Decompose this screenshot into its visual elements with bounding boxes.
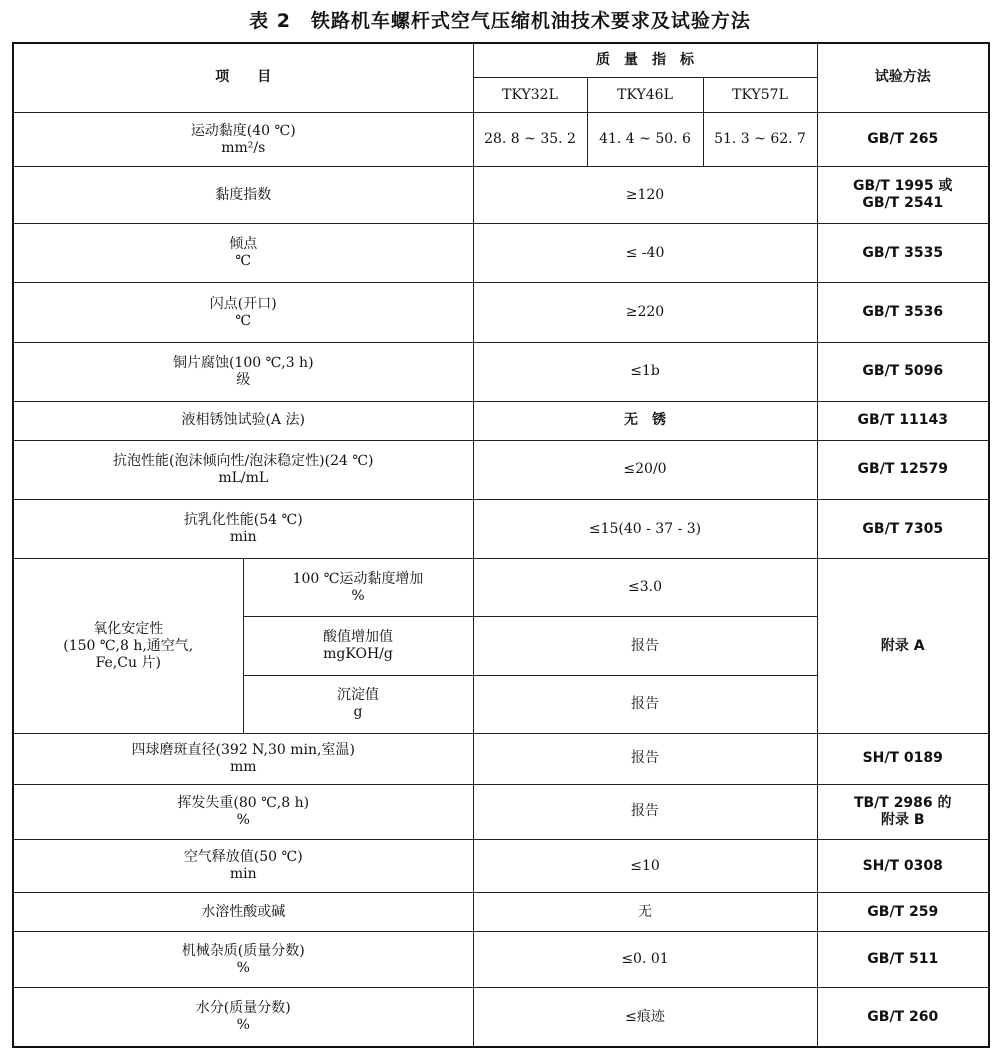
pour-cell <box>13 224 473 283</box>
vi-method-line2: GB/T 2541 <box>862 195 944 212</box>
header-item: 项 目 <box>13 43 473 112</box>
copper-name: 铜片腐蚀(100 ℃,3 h) <box>172 354 314 371</box>
table-row <box>13 784 989 839</box>
fourball-name: 四球磨斑直径(392 N,30 min,室温) <box>131 741 355 758</box>
impurity-cell <box>13 931 473 987</box>
header-method: 试验方法 <box>817 43 989 112</box>
foam-method: GB/T 12579 <box>817 440 989 499</box>
pour-value: ≤ -40 <box>473 224 817 283</box>
copper-value: ≤1b <box>473 342 817 401</box>
evap-cell <box>13 784 473 839</box>
foam-cell <box>13 440 473 499</box>
copper-method: GB/T 5096 <box>817 342 989 401</box>
oxidation-sub-unit: % <box>351 587 365 604</box>
fourball-method: SH/T 0189 <box>817 733 989 784</box>
oxidation-sub-name: 沉淀值 <box>337 687 379 704</box>
oxidation-sub-cell <box>243 559 473 617</box>
demul-cell <box>13 499 473 558</box>
acid-name: 水溶性酸或碱 <box>13 893 473 932</box>
table-row <box>13 840 989 893</box>
foam-value: ≤20/0 <box>473 440 817 499</box>
evap-value: 报告 <box>473 784 817 839</box>
spec-table <box>12 42 990 1048</box>
vi-method <box>817 167 989 224</box>
table-row <box>13 401 989 440</box>
air-name: 空气释放值(50 ℃) <box>183 849 303 866</box>
demul-value: ≤15(40 - 37 - 3) <box>473 499 817 558</box>
viscosity-tky46l: 41. 4 ~ 50. 6 <box>587 112 703 166</box>
acid-method: GB/T 259 <box>817 893 989 932</box>
acid-value: 无 <box>473 893 817 932</box>
viscosity-name: 运动黏度(40 ℃) <box>190 122 296 139</box>
fourball-unit: mm <box>229 758 257 775</box>
pour-method: GB/T 3535 <box>817 224 989 283</box>
flash-value: ≥220 <box>473 283 817 342</box>
oxidation-sub-unit: g <box>353 704 363 721</box>
flash-unit: ℃ <box>235 312 252 329</box>
viscosity-unit: mm²/s <box>221 139 266 156</box>
grade-tky46l: TKY46L <box>587 78 703 113</box>
header-quality: 质 量 指 标 <box>473 43 817 78</box>
table-row <box>13 499 989 558</box>
fourball-value: 报告 <box>473 733 817 784</box>
oxidation-method: 附录 A <box>817 559 989 734</box>
air-value: ≤10 <box>473 840 817 893</box>
evap-method <box>817 784 989 839</box>
evap-method-line1: TB/T 2986 的 <box>853 794 952 811</box>
vi-name: 黏度指数 <box>13 167 473 224</box>
table-row <box>13 112 989 166</box>
impurity-unit: % <box>236 959 250 976</box>
viscosity-tky32l: 28. 8 ~ 35. 2 <box>473 112 587 166</box>
demul-method: GB/T 7305 <box>817 499 989 558</box>
pour-name: 倾点 <box>229 236 258 253</box>
oxidation-name-line1: 氧化安定性 <box>93 620 164 637</box>
impurity-value: ≤0. 01 <box>473 931 817 987</box>
oxidation-sub-unit: mgKOH/g <box>323 646 393 663</box>
flash-cell <box>13 283 473 342</box>
water-value: ≤痕迹 <box>473 988 817 1047</box>
foam-unit: mL/mL <box>218 469 269 486</box>
oxidation-name-line2: (150 ℃,8 h,通空气, <box>63 637 194 654</box>
evap-name: 挥发失重(80 ℃,8 h) <box>177 794 310 811</box>
table-row <box>13 988 989 1047</box>
table-row <box>13 167 989 224</box>
header-row <box>13 43 989 78</box>
vi-method-line1: GB/T 1995 或 <box>852 178 953 195</box>
viscosity-method: GB/T 265 <box>817 112 989 166</box>
impurity-name: 机械杂质(质量分数) <box>181 942 305 959</box>
fourball-cell <box>13 733 473 784</box>
oxidation-sub-value: 报告 <box>473 617 817 675</box>
foam-name: 抗泡性能(泡沫倾向性/泡沫稳定性)(24 ℃) <box>113 452 374 469</box>
evap-unit: % <box>236 811 250 828</box>
pour-unit: ℃ <box>235 253 252 270</box>
water-name: 水分(质量分数) <box>195 1000 291 1017</box>
flash-method: GB/T 3536 <box>817 283 989 342</box>
rust-name: 液相锈蚀试验(A 法) <box>13 401 473 440</box>
impurity-method: GB/T 511 <box>817 931 989 987</box>
oxidation-sub-cell <box>243 617 473 675</box>
demul-unit: min <box>229 529 257 546</box>
viscosity-tky57l: 51. 3 ~ 62. 7 <box>703 112 817 166</box>
row-name <box>13 112 473 166</box>
flash-name: 闪点(开口) <box>209 295 277 312</box>
oxidation-sub-value: 报告 <box>473 675 817 733</box>
demul-name: 抗乳化性能(54 ℃) <box>183 512 303 529</box>
vi-value: ≥120 <box>473 167 817 224</box>
evap-method-line2: 附录 B <box>880 811 925 828</box>
water-unit: % <box>236 1017 250 1034</box>
water-cell <box>13 988 473 1047</box>
table-row <box>13 931 989 987</box>
oxidation-cell <box>13 559 243 734</box>
table-row <box>13 224 989 283</box>
oxidation-sub-value: ≤3.0 <box>473 559 817 617</box>
table-row <box>13 283 989 342</box>
oxidation-sub-cell <box>243 675 473 733</box>
grade-tky57l: TKY57L <box>703 78 817 113</box>
rust-value: 无 锈 <box>473 401 817 440</box>
table-row <box>13 733 989 784</box>
oxidation-name-line3: Fe,Cu 片) <box>95 654 161 671</box>
air-method: SH/T 0308 <box>817 840 989 893</box>
table-row <box>13 559 989 617</box>
table-title: 表 2 铁路机车螺杆式空气压缩机油技术要求及试验方法 <box>249 10 751 32</box>
copper-cell <box>13 342 473 401</box>
grade-tky32l: TKY32L <box>473 78 587 113</box>
table-row <box>13 893 989 932</box>
rust-method: GB/T 11143 <box>817 401 989 440</box>
water-method: GB/T 260 <box>817 988 989 1047</box>
oxidation-sub-name: 100 ℃运动黏度增加 <box>292 570 424 587</box>
oxidation-sub-name: 酸值增加值 <box>323 629 393 646</box>
table-row <box>13 342 989 401</box>
table-row <box>13 440 989 499</box>
air-unit: min <box>229 866 257 883</box>
air-cell <box>13 840 473 893</box>
copper-unit: 级 <box>236 371 251 388</box>
